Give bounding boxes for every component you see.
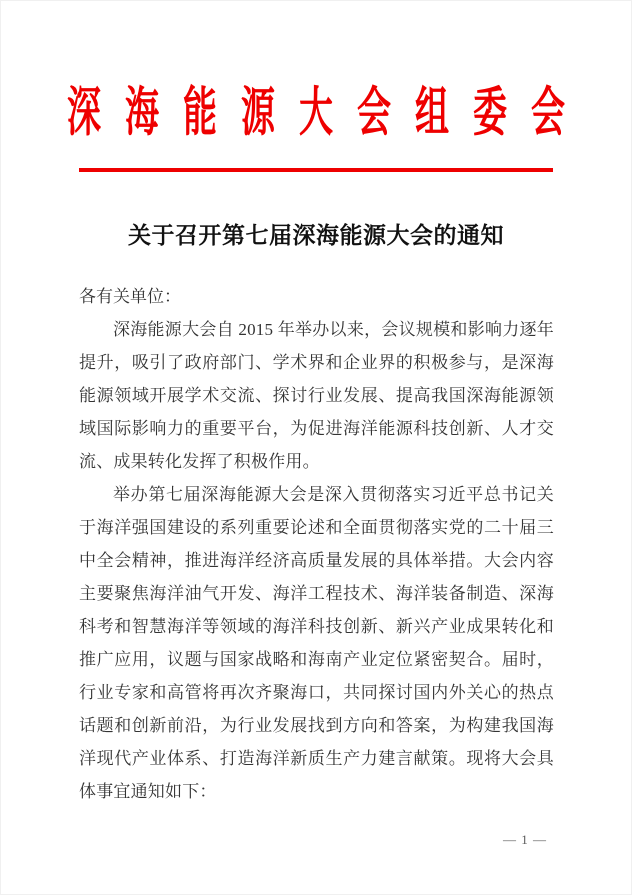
- document-title: 关于召开第七届深海能源大会的通知: [128, 222, 504, 248]
- letterhead-org-name: 深海能源大会组委会: [67, 85, 589, 143]
- letterhead-divider: [79, 168, 553, 172]
- document-body: [79, 280, 554, 808]
- page-number: — 1 —: [503, 832, 547, 847]
- letterhead: [1, 85, 631, 143]
- body-paragraph-2: 举办第七届深海能源大会是深入贯彻落实习近平总书记关于海洋强国建设的系列重要论述和全面贯彻落实党的二十届三中全会精神，推进海洋经济高质量发展的具体举措。大会内容主要聚焦海洋油气开发、海洋工程技术、海洋装备制造、深海科考和智慧海洋等领域的海洋科技创新、新兴产业成果转化和推广应用，议题与国家战略和海南产业定位紧密契合。届时，行业专家和高管将再次齐聚海口，共同探讨国内外关心的热点话题和创新前沿，为行业发展找到方向和答案，为构建我国海洋现代产业体系、打造海洋新质生产力建言献策。现将大会具体事宜通知如下：: [79, 485, 554, 801]
- salutation: 各有关单位：: [79, 287, 181, 306]
- body-paragraph-1: 深海能源大会自 2015 年举办以来，会议规模和影响力逐年提升，吸引了政府部门、学术界和企业界的积极参与，是深海能源领域开展学术交流、探讨行业发展、提高我国深海能源领域国际影响力的重要平台，为促进海洋能源科技创新、人才交流、成果转化发挥了积极作用。: [79, 320, 554, 471]
